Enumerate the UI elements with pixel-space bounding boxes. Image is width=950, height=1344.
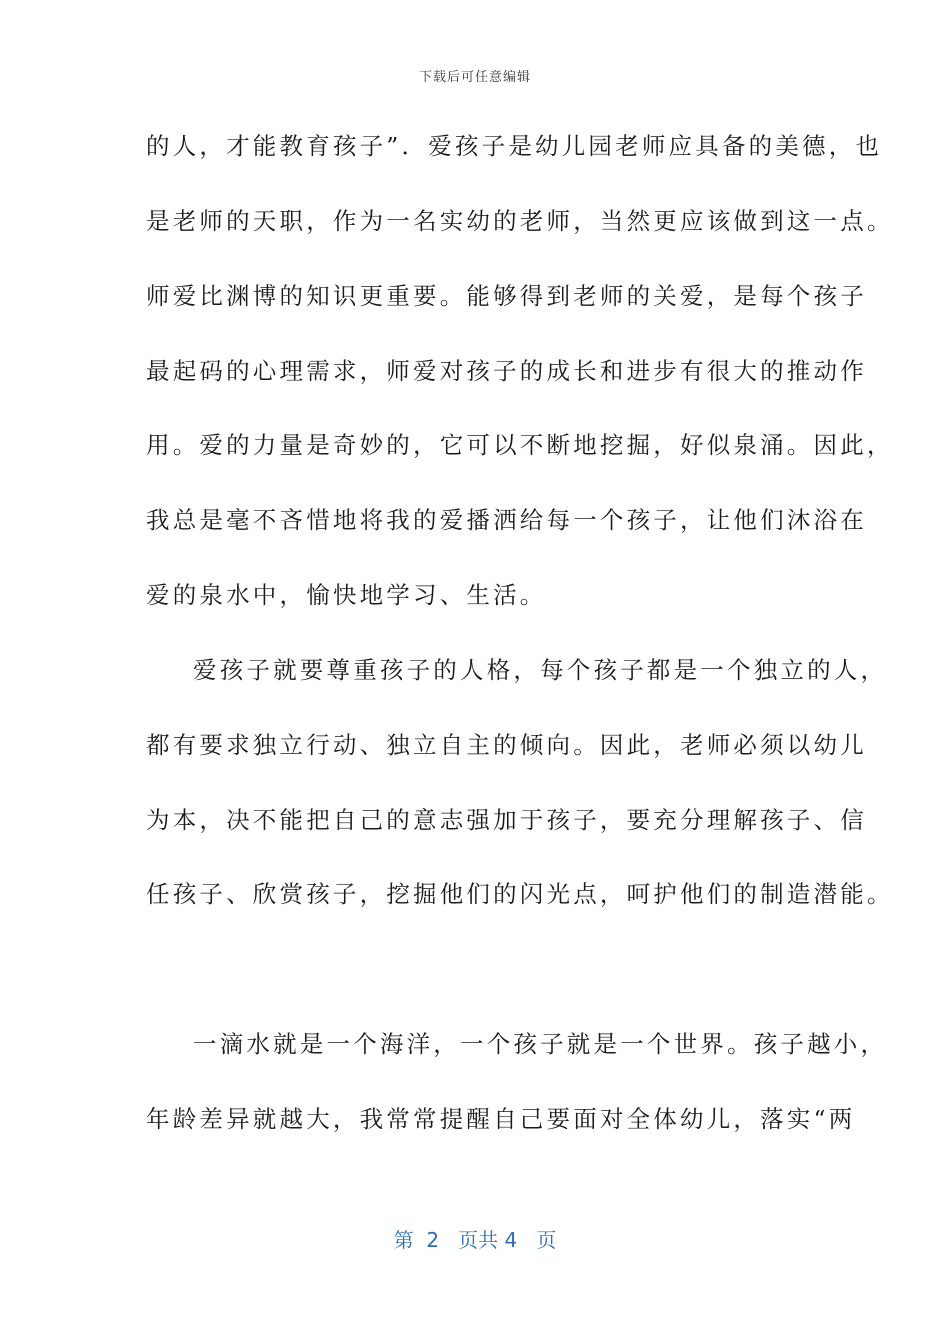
body-line: 师爱比渊博的知识更重要。能够得到老师的关爱，是每个孩子 (146, 282, 867, 310)
body-line: 任孩子、欣赏孩子，挖掘他们的闪光点，呵护他们的制造潜能。 (146, 880, 894, 908)
body-line: 年龄差异就越大，我常常提醒自己要面对全体幼儿，落实“两 (146, 1105, 856, 1133)
body-line: 为本，决不能把自己的意志强加于孩子，要充分理解孩子、信 (146, 806, 867, 834)
body-line: 是老师的天职，作为一名实幼的老师，当然更应该做到这一点。 (146, 207, 894, 235)
body-line: 爱孩子就要尊重孩子的人格，每个孩子都是一个独立的人， (193, 656, 888, 684)
page-number-footer: 第 2 页共 4 页 (393, 1228, 557, 1252)
body-line: 都有要求独立行动、独立自主的倾向。因此，老师必须以幼儿 (146, 731, 867, 759)
body-line: 我总是毫不吝惜地将我的爱播洒给每一个孩子，让他们沐浴在 (146, 506, 867, 534)
body-line: 爱的泉水中，愉快地学习、生活。 (146, 581, 547, 609)
body-line: 最起码的心理需求，师爱对孩子的成长和进步有很大的推动作 (146, 357, 867, 385)
page-header: 下载后可任意编辑 (418, 70, 531, 85)
body-line: 一滴水就是一个海洋，一个孩子就是一个世界。孩子越小， (193, 1030, 888, 1058)
body-line: 用。爱的力量是奇妙的，它可以不断地挖掘，好似泉涌。因此， (146, 431, 894, 459)
body-line: 的人，才能教育孩子”．爱孩子是幼儿园老师应具备的美德，也 (146, 132, 883, 160)
